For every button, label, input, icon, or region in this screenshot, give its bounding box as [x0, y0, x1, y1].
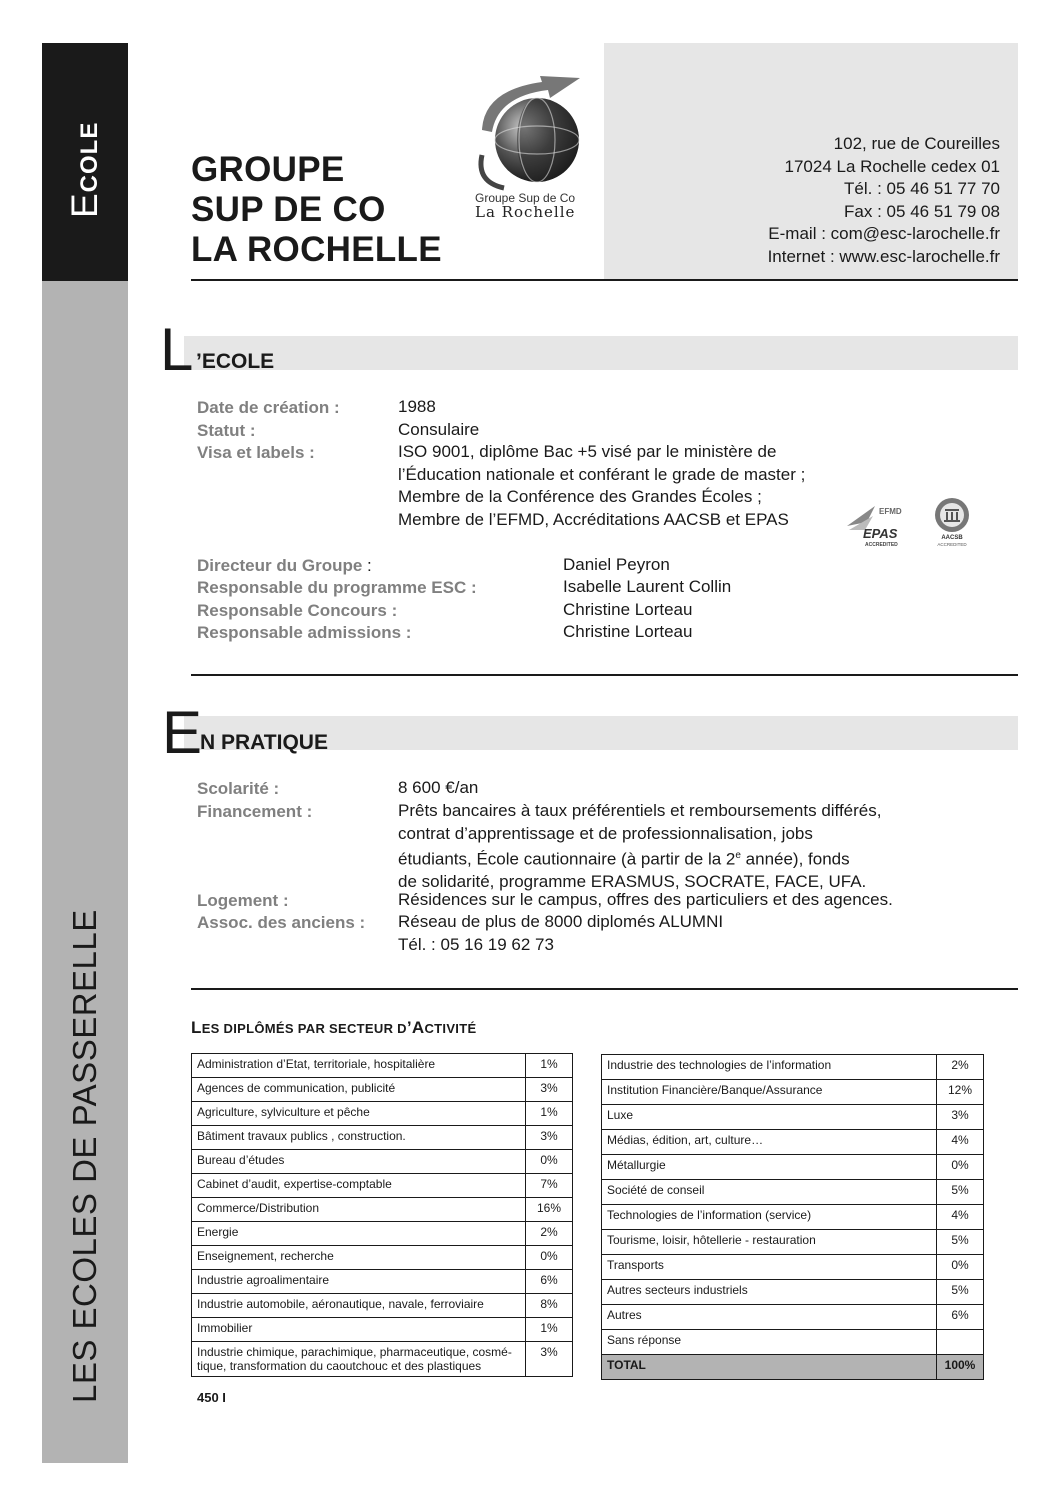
- efmd-logo-text: EFMD: [879, 507, 902, 516]
- section-divider-2: [191, 988, 1018, 990]
- sector-percent: 5%: [937, 1280, 984, 1305]
- sector-name: Commerce/Distribution: [192, 1198, 526, 1222]
- table-row: [192, 1198, 573, 1222]
- sector-name: Bâtiment travaux publics , construction.: [192, 1126, 526, 1150]
- table-row: [602, 1180, 984, 1205]
- section-title-pratique: N PRATIQUE: [200, 731, 328, 754]
- sector-name: Industrie agroalimentaire: [192, 1270, 526, 1294]
- sector-percent: 1%: [526, 1054, 573, 1078]
- sector-table-left: [191, 1053, 573, 1377]
- sector-percent: 0%: [937, 1155, 984, 1180]
- sector-name: TOTAL: [602, 1355, 937, 1380]
- sector-name: Autres: [602, 1305, 937, 1330]
- sector-percent: 12%: [937, 1080, 984, 1105]
- responsable-esc-value: Isabelle Laurent Collin: [563, 577, 732, 596]
- sector-percent: 3%: [526, 1342, 573, 1377]
- sector-name: Métallurgie: [602, 1155, 937, 1180]
- table-row: [602, 1055, 984, 1080]
- sector-name: Energie: [192, 1222, 526, 1246]
- aacsb-logo-sub: ACCREDITED: [937, 542, 967, 547]
- table-row: [602, 1255, 984, 1280]
- school-title: GROUPE SUP DE CO LA ROCHELLE: [191, 150, 442, 269]
- logo-text-groupe: Groupe Sup de Co: [475, 191, 576, 205]
- responsable-concours-value: Christine Lorteau: [563, 600, 693, 619]
- sector-percent: 3%: [937, 1105, 984, 1130]
- sector-percent: 2%: [526, 1222, 573, 1246]
- logo-text-la-rochelle: La Rochelle: [475, 203, 576, 221]
- table-row: [602, 1230, 984, 1255]
- sector-percent: [937, 1330, 984, 1355]
- sector-percent: 6%: [526, 1270, 573, 1294]
- sector-percent: 6%: [937, 1305, 984, 1330]
- statut-value: Consulaire: [398, 420, 480, 439]
- table-row-total: [602, 1355, 984, 1380]
- responsable-esc-label: Responsable du programme ESC :: [197, 578, 477, 597]
- contact-address: [768, 133, 1000, 268]
- table-row: [602, 1205, 984, 1230]
- epas-logo-icon: [845, 500, 911, 548]
- table-row: [192, 1222, 573, 1246]
- responsable-admissions-label: Responsable admissions :: [197, 623, 412, 642]
- address-website[interactable]: Internet : www.esc-larochelle.fr: [767, 246, 1000, 266]
- sector-name: Autres secteurs industriels: [602, 1280, 937, 1305]
- table-row: [602, 1155, 984, 1180]
- header-divider: [191, 279, 1018, 281]
- sector-name: Industrie chimique, parachimique, pharmaceutique, cosmé-tique, transformation du caoutchouc et des plastiques: [192, 1342, 526, 1377]
- sector-percent: 16%: [526, 1198, 573, 1222]
- date-creation-label: Date de création :: [197, 398, 340, 417]
- financement-label: Financement :: [197, 802, 313, 821]
- sector-name: Administration d’Etat, territoriale, hospitalière: [192, 1054, 526, 1078]
- diplomes-title: LES DIPLÔMÉS PAR SECTEUR D’ACTIVITÉ: [191, 1018, 477, 1037]
- table-row: [192, 1126, 573, 1150]
- table-row: [192, 1150, 573, 1174]
- sector-name: Luxe: [602, 1105, 937, 1130]
- sector-percent: 1%: [526, 1318, 573, 1342]
- sector-table-right: [601, 1054, 984, 1380]
- scolarite-label: Scolarité :: [197, 779, 280, 798]
- sector-percent: 5%: [937, 1230, 984, 1255]
- anciens-value: Réseau de plus de 8000 diplomés ALUMNI Tél. : 05 16 19 62 73: [398, 912, 724, 954]
- side-label-passerelle: LES ECOLES DE PASSERELLE: [66, 909, 103, 1403]
- directeur-value: Daniel Peyron: [563, 555, 670, 574]
- sector-name: Institution Financière/Banque/Assurance: [602, 1080, 937, 1105]
- page-number: 450 I: [197, 1390, 226, 1405]
- table-row: [192, 1054, 573, 1078]
- responsable-admissions-value: Christine Lorteau: [563, 622, 693, 641]
- sector-percent: 4%: [937, 1205, 984, 1230]
- sector-percent: 2%: [937, 1055, 984, 1080]
- sector-percent: 8%: [526, 1294, 573, 1318]
- statut-label: Statut :: [197, 421, 256, 440]
- table-row: [192, 1078, 573, 1102]
- table-row: [192, 1318, 573, 1342]
- sector-percent: 100%: [937, 1355, 984, 1380]
- sector-name: Enseignement, recherche: [192, 1246, 526, 1270]
- aacsb-logo-text: AACSB: [941, 535, 963, 541]
- visa-value: ISO 9001, diplôme Bac +5 visé par le ministère de l’Éducation nationale et conférant le grade de master ; Membre de la Conférence des Grandes Écoles ; Membre de l’EFMD, Accréditations AACSB et EPAS: [398, 442, 806, 529]
- sector-name: Agriculture, sylviculture et pêche: [192, 1102, 526, 1126]
- section-initial-ecole: L: [160, 316, 194, 383]
- sector-percent: 5%: [937, 1180, 984, 1205]
- sector-name: Société de conseil: [602, 1180, 937, 1205]
- scolarite-value: 8 600 €/an: [398, 778, 479, 797]
- financement-value: Prêts bancaires à taux préférentiels et remboursements différés, contrat d’apprentissage et de professionnalisation, jobs étudiants, École cautionnaire (à partir de la 2e année), fonds de solidarité, programme ERASMUS, SOCRATE, FACE, UFA.: [398, 801, 882, 892]
- sector-name: Cabinet d’audit, expertise-comptable: [192, 1174, 526, 1198]
- section-divider: [191, 674, 1018, 676]
- responsable-concours-label: Responsable Concours :: [197, 601, 398, 620]
- epas-logo-sub: ACCREDITED: [865, 542, 898, 548]
- table-row: [602, 1305, 984, 1330]
- sector-name: Industrie des technologies de l’information: [602, 1055, 937, 1080]
- section-band-ecole: [184, 336, 1018, 370]
- table-row: [602, 1280, 984, 1305]
- aacsb-seal-icon: [930, 495, 974, 547]
- sector-percent: 3%: [526, 1078, 573, 1102]
- sector-percent: 1%: [526, 1102, 573, 1126]
- logement-label: Logement :: [197, 891, 289, 910]
- table-row: [602, 1080, 984, 1105]
- address-city: 17024 La Rochelle cedex 01: [784, 156, 1000, 176]
- sector-name: Industrie automobile, aéronautique, navale, ferroviaire: [192, 1294, 526, 1318]
- table-row: [192, 1270, 573, 1294]
- sector-percent: 7%: [526, 1174, 573, 1198]
- sector-name: Transports: [602, 1255, 937, 1280]
- side-label-ecole: ECOLE: [64, 121, 105, 218]
- table-row: [192, 1342, 573, 1377]
- sector-name: Bureau d’études: [192, 1150, 526, 1174]
- address-email[interactable]: E-mail : com@esc-larochelle.fr: [768, 224, 1000, 243]
- address-phone: Tél. : 05 46 51 77 70: [844, 179, 1000, 198]
- table-row: [192, 1102, 573, 1126]
- date-creation-value: 1988: [398, 397, 436, 416]
- table-row: [192, 1294, 573, 1318]
- table-row: [602, 1130, 984, 1155]
- sector-percent: 4%: [937, 1130, 984, 1155]
- sector-name: Immobilier: [192, 1318, 526, 1342]
- directeur-label: Directeur du Groupe :: [197, 556, 372, 575]
- visa-label: Visa et labels :: [197, 443, 315, 462]
- sector-name: Sans réponse: [602, 1330, 937, 1355]
- anciens-label: Assoc. des anciens :: [197, 913, 366, 932]
- epas-logo-text: EPAS: [863, 526, 898, 541]
- table-row: [192, 1174, 573, 1198]
- sector-name: Agences de communication, publicité: [192, 1078, 526, 1102]
- sector-name: Médias, édition, art, culture…: [602, 1130, 937, 1155]
- sector-percent: 3%: [526, 1126, 573, 1150]
- address-fax: Fax : 05 46 51 79 08: [844, 201, 1000, 221]
- table-row: [602, 1330, 984, 1355]
- sector-name: Tourisme, loisir, hôtellerie - restauration: [602, 1230, 937, 1255]
- section-initial-pratique: E: [162, 699, 203, 766]
- logement-value: Résidences sur le campus, offres des particuliers et des agences.: [398, 890, 893, 909]
- sector-name: Technologies de l’information (service): [602, 1205, 937, 1230]
- sector-percent: 0%: [526, 1246, 573, 1270]
- section-title-ecole: ’ECOLE: [196, 350, 275, 373]
- sector-percent: 0%: [937, 1255, 984, 1280]
- table-row: [602, 1105, 984, 1130]
- sector-percent: 0%: [526, 1150, 573, 1174]
- table-row: [192, 1246, 573, 1270]
- address-street: 102, rue de Coureilles: [833, 134, 1000, 153]
